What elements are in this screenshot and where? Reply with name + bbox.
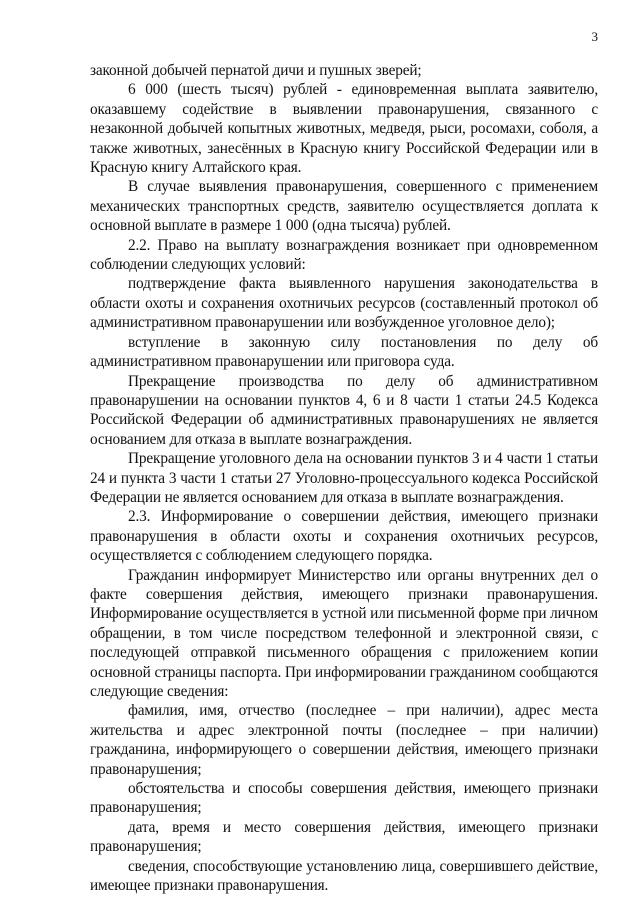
paragraph: обстоятельства и способы совершения действия, имеющего признаки правонарушения; <box>90 780 598 817</box>
paragraph: фамилия, имя, отчество (последнее – при наличии), адрес места жительства и адрес электронной почты (последнее – при наличии) гражданина, информирующего о совершении действия, имеющего признаки правонарушения; <box>90 702 598 778</box>
document-body <box>90 61 598 895</box>
page-number: 3 <box>591 29 598 44</box>
paragraph: подтверждение факта выявленного нарушения законодательства в области охоты и сохранения охотничьих ресурсов (составленный протокол об административном правонарушении или возбужденное уголовное дело); <box>90 275 598 332</box>
paragraph: сведения, способствующие установлению лица, совершившего действие, имеющее признаки правонарушения. <box>90 857 598 895</box>
paragraph: 2.3. Информирование о совершении действия, имеющего признаки правонарушения в области охоты и сохранения охотничьих ресурсов, осуществляется с соблюдением следующего порядка. <box>90 508 598 565</box>
paragraph: дата, время и место совершения действия, имеющего признаки правонарушения; <box>90 818 598 856</box>
scan-speck: · · · <box>506 876 515 882</box>
paragraph: Прекращение производства по делу об административном правонарушении на основании пунктов 4, 6 и 8 части 1 статьи 24.5 Кодекса Российской Федерации об административных правонарушениях не является основанием для отказа в выплате вознаграждения. <box>90 372 598 448</box>
paragraph: вступление в законную силу постановления по делу об административном правонарушении или приговора суда. <box>90 333 598 371</box>
paragraph: Прекращение уголовного дела на основании пунктов 3 и 4 части 1 статьи 24 и пункта 3 части 1 статьи 27 Уголовно-процессуального кодекса Российской Федерации не является основанием для отказа в выплате вознаграждения. <box>90 450 598 506</box>
paragraph: Гражданин информирует Министерство или органы внутренних дел о факте совершения действия, имеющего признаки правонарушения. Информирование осуществляется в устной или письменной форме при личном обращении, в том числе посредством телефонной и электронной связи, с последующей отправкой письменного обращения с приложением копии основной страницы паспорта. При информировании гражданином сообщаются следующие сведения: <box>90 566 598 700</box>
paragraph: 2.2. Право на выплату вознаграждения возникает при одновременном соблюдении следующих условий: <box>90 236 598 274</box>
paragraph: В случае выявления правонарушения, совершенного с применением механических транспортных средств, заявителю осуществляется доплата к основной выплате в размере 1 000 (одна тысяча) рублей. <box>90 178 598 235</box>
paragraph: законной добычей пернатой дичи и пушных зверей; <box>90 62 422 79</box>
paragraph: 6 000 (шесть тысяч) рублей - единовременная выплата заявителю, оказавшему содействие в выявлении правонарушения, связанного с незаконной добычей копытных животных, медведя, рыси, росомахи, соболя, а также животных, занесённых в Красную книгу Российской Федерации или в Красную книгу Алтайского края. <box>90 81 598 177</box>
